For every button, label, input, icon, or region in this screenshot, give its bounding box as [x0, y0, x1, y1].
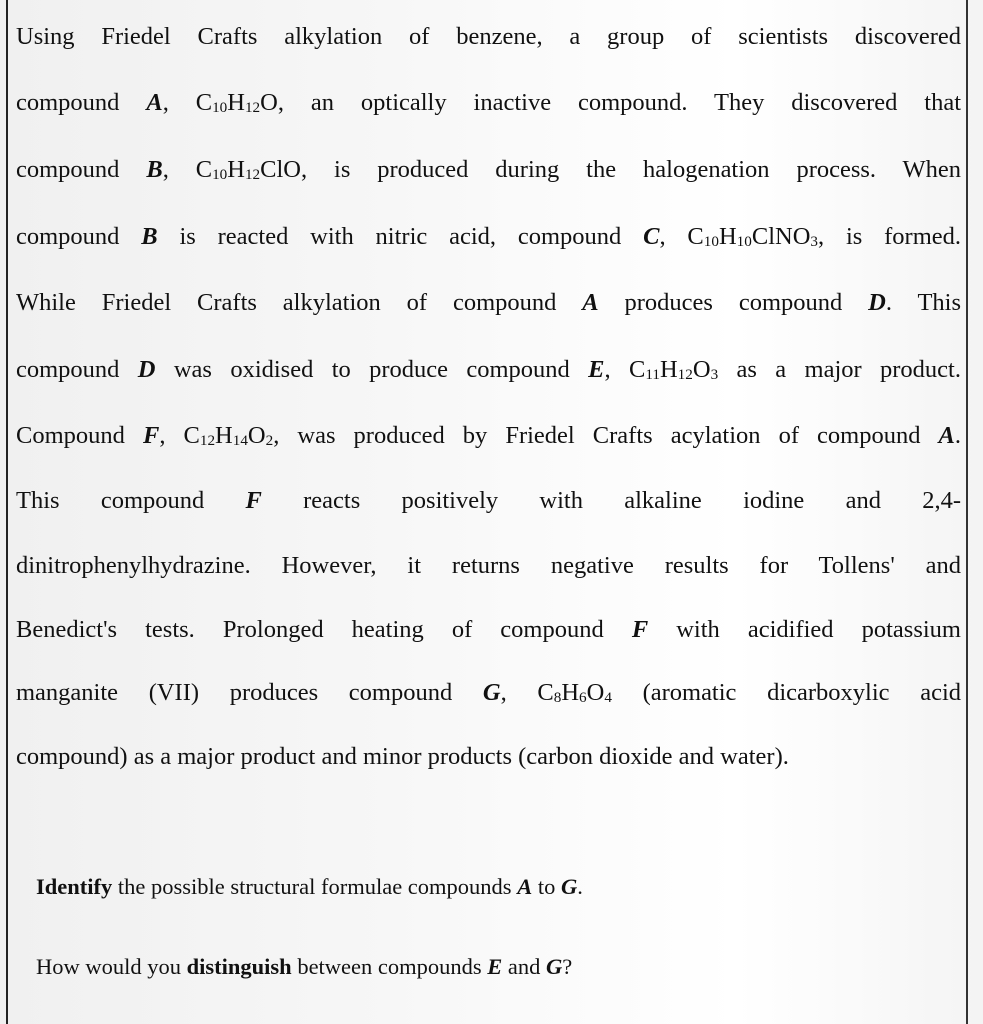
- text-fragment: , C: [162, 156, 213, 183]
- text-fragment: G: [482, 679, 501, 706]
- paragraph-line-1: [16, 22, 961, 52]
- text-fragment: 3: [810, 233, 818, 250]
- paragraph-line-10: [16, 615, 961, 645]
- text-fragment: 4: [604, 689, 612, 706]
- text-fragment: O: [692, 356, 711, 383]
- paragraph-line-8: [16, 486, 961, 516]
- page-right-border: [966, 0, 968, 1024]
- text-fragment: A: [938, 422, 955, 449]
- text-fragment: Using Friedel Crafts alkylation of benzene, a group of scientists discovered: [16, 23, 961, 50]
- text-fragment: manganite (VII) produces compound: [16, 679, 483, 706]
- text-fragment: to: [532, 874, 561, 899]
- text-fragment: , C: [604, 356, 646, 383]
- text-fragment: H: [561, 679, 580, 706]
- text-fragment: 12: [199, 432, 216, 449]
- text-fragment: Benedict's tests. Prolonged heating of compound: [16, 616, 632, 643]
- text-fragment: B: [141, 223, 158, 250]
- text-fragment: B: [146, 156, 163, 183]
- text-fragment: 2: [265, 432, 274, 449]
- text-fragment: compound) as a major product and minor products (carbon dioxide and water).: [16, 743, 789, 770]
- text-fragment: 11: [645, 366, 660, 383]
- paragraph-line-2: [16, 88, 961, 118]
- text-fragment: distinguish: [186, 954, 292, 979]
- question-identify: [36, 872, 936, 902]
- text-fragment: , was produced by Friedel Crafts acylation of compound: [273, 422, 939, 449]
- text-fragment: How would you: [36, 954, 187, 979]
- text-fragment: F: [631, 616, 649, 643]
- page-left-border: [6, 0, 8, 1024]
- paragraph-line-3: [16, 155, 961, 185]
- text-fragment: E: [487, 954, 503, 979]
- text-fragment: A: [146, 89, 163, 116]
- text-fragment: F: [142, 422, 160, 449]
- text-fragment: ClNO: [751, 223, 811, 250]
- text-fragment: was oxidised to produce compound: [155, 356, 589, 383]
- text-fragment: compound: [16, 223, 142, 250]
- text-fragment: with acidified potassium: [648, 616, 961, 643]
- text-fragment: 10: [703, 233, 719, 250]
- text-fragment: D: [868, 289, 886, 316]
- text-fragment: A: [582, 289, 599, 316]
- question-distinguish: [36, 952, 936, 982]
- text-fragment: 10: [212, 99, 228, 116]
- text-fragment: Compound: [16, 422, 143, 449]
- paragraph-line-5: [16, 288, 961, 318]
- text-fragment: 12: [677, 366, 693, 383]
- text-fragment: 10: [736, 233, 752, 250]
- text-fragment: 8: [553, 689, 562, 706]
- text-fragment: A: [517, 874, 533, 899]
- text-fragment: 12: [244, 166, 261, 183]
- paragraph-line-4: [16, 222, 961, 252]
- text-fragment: dinitrophenylhydrazine. However, it returns negative results for Tollens' and: [16, 552, 961, 579]
- text-fragment: .: [577, 874, 583, 899]
- text-fragment: H: [227, 89, 245, 116]
- text-fragment: 3: [710, 366, 719, 383]
- text-fragment: the possible structural formulae compounds: [112, 874, 518, 899]
- paragraph-line-12: [16, 742, 916, 772]
- paragraph-line-11: [16, 678, 961, 708]
- text-fragment: D: [137, 356, 156, 383]
- text-fragment: is reacted with nitric acid, compound: [157, 223, 644, 250]
- text-fragment: compound: [16, 356, 138, 383]
- text-fragment: , C: [500, 679, 554, 706]
- text-fragment: H: [227, 156, 245, 183]
- text-fragment: O, an optically inactive compound. They discovered that: [260, 89, 961, 116]
- text-fragment: , C: [159, 422, 200, 449]
- text-fragment: ?: [562, 954, 573, 979]
- text-fragment: , C: [659, 223, 704, 250]
- paragraph-line-7: [16, 421, 961, 451]
- text-fragment: 6: [579, 689, 587, 706]
- text-fragment: and: [502, 954, 547, 979]
- text-fragment: (aromatic dicarboxylic acid: [611, 679, 961, 706]
- text-fragment: Identify: [36, 874, 113, 899]
- text-fragment: . This: [885, 289, 962, 316]
- text-fragment: H: [659, 356, 678, 383]
- text-fragment: H: [718, 223, 737, 250]
- text-fragment: F: [245, 487, 262, 514]
- text-fragment: produces compound: [598, 289, 869, 316]
- text-fragment: G: [560, 874, 578, 899]
- text-fragment: .: [954, 422, 961, 449]
- text-fragment: G: [546, 954, 563, 979]
- text-fragment: reacts positively with alkaline iodine and 2,4-: [261, 487, 961, 514]
- text-fragment: , is formed.: [818, 223, 962, 250]
- text-fragment: While Friedel Crafts alkylation of compound: [16, 289, 583, 316]
- text-fragment: as a major product.: [718, 356, 961, 383]
- text-fragment: C: [643, 223, 660, 250]
- text-fragment: compound: [16, 89, 147, 116]
- text-fragment: 14: [232, 432, 248, 449]
- text-fragment: 10: [212, 166, 228, 183]
- text-fragment: E: [588, 356, 605, 383]
- paragraph-line-6: [16, 355, 961, 385]
- text-fragment: H: [215, 422, 233, 449]
- text-fragment: This compound: [16, 487, 246, 514]
- text-fragment: O: [247, 422, 266, 449]
- text-fragment: O: [586, 679, 605, 706]
- paragraph-line-9: [16, 551, 961, 581]
- text-fragment: , C: [162, 89, 213, 116]
- text-fragment: ClO, is produced during the halogenation process. When: [260, 156, 962, 183]
- text-fragment: 12: [244, 99, 261, 116]
- text-fragment: compound: [16, 156, 147, 183]
- text-fragment: between compounds: [291, 954, 488, 979]
